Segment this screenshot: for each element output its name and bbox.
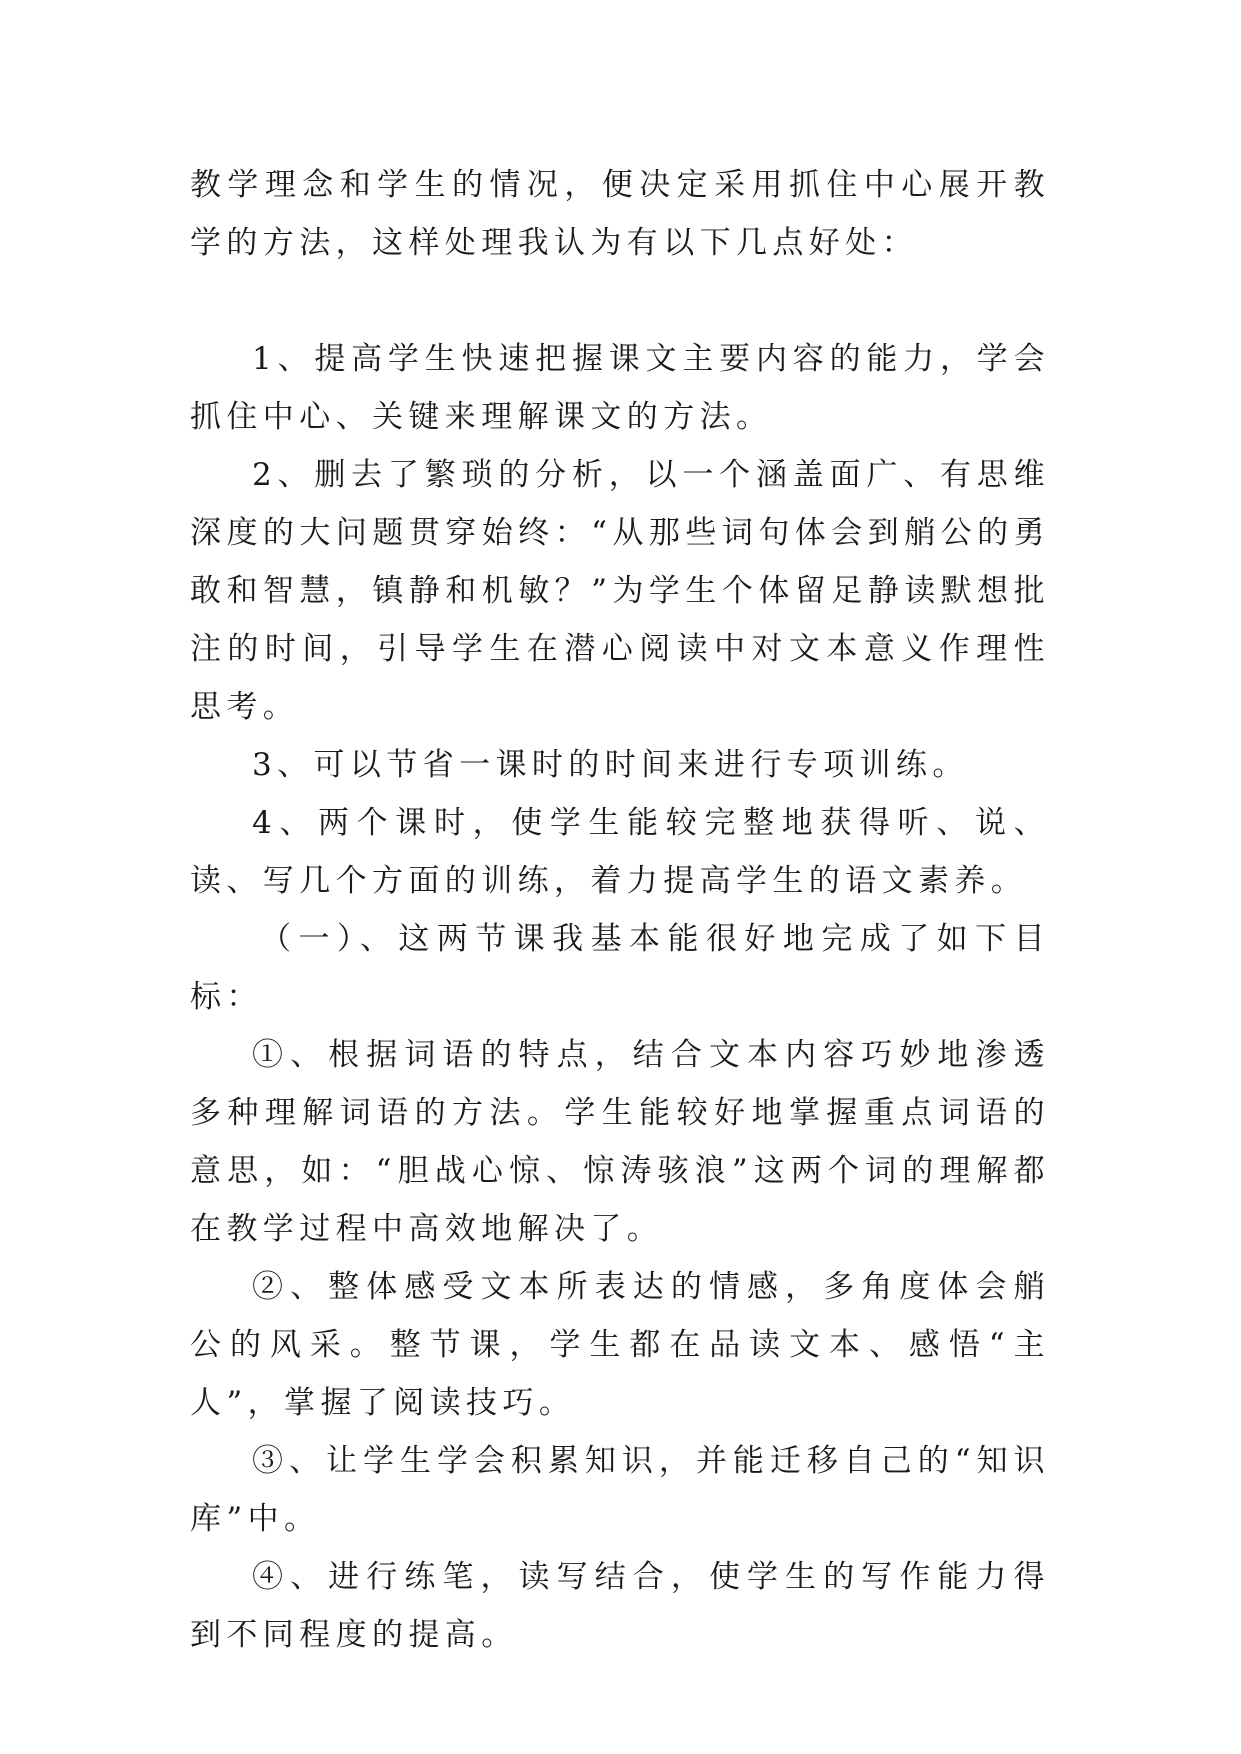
- goals-heading: （一）、这两节课我基本能很好地完成了如下目标：: [190, 921, 1050, 1015]
- document-body: [190, 156, 1050, 1664]
- intro-paragraph: 教学理念和学生的情况，便决定采用抓住中心展开教学的方法，这样处理我认为有以下几点好处：: [190, 167, 1050, 261]
- benefit-paragraph-1: 1、提高学生快速把握课文主要内容的能力，学会抓住中心、关键来理解课文的方法。: [190, 341, 1050, 435]
- goal-paragraph-3: ③、让学生学会积累知识，并能迁移自己的“知识库”中。: [190, 1443, 1050, 1537]
- goal-paragraph-4: ④、进行练笔，读写结合，使学生的写作能力得到不同程度的提高。: [190, 1559, 1050, 1653]
- benefit-paragraph-2: 2、删去了繁琐的分析，以一个涵盖面广、有思维深度的大问题贯穿始终：“从那些词句体会到艄公的勇敢和智慧，镇静和机敏？”为学生个体留足静读默想批注的时间，引导学生在潜心阅读中对文本意义作理性思考。: [190, 457, 1050, 725]
- goal-paragraph-1: ①、根据词语的特点，结合文本内容巧妙地渗透多种理解词语的方法。学生能较好地掌握重点词语的意思，如：“胆战心惊、惊涛骇浪”这两个词的理解都在教学过程中高效地解决了。: [190, 1037, 1050, 1247]
- goal-paragraph-2: ②、整体感受文本所表达的情感，多角度体会艄公的风采。整节课，学生都在品读文本、感悟“主人”，掌握了阅读技巧。: [190, 1269, 1050, 1421]
- benefit-paragraph-4: 4、两个课时，使学生能较完整地获得听、说、读、写几个方面的训练，着力提高学生的语文素养。: [190, 805, 1050, 899]
- benefit-paragraph-3: 3、可以节省一课时的时间来进行专项训练。: [252, 747, 969, 783]
